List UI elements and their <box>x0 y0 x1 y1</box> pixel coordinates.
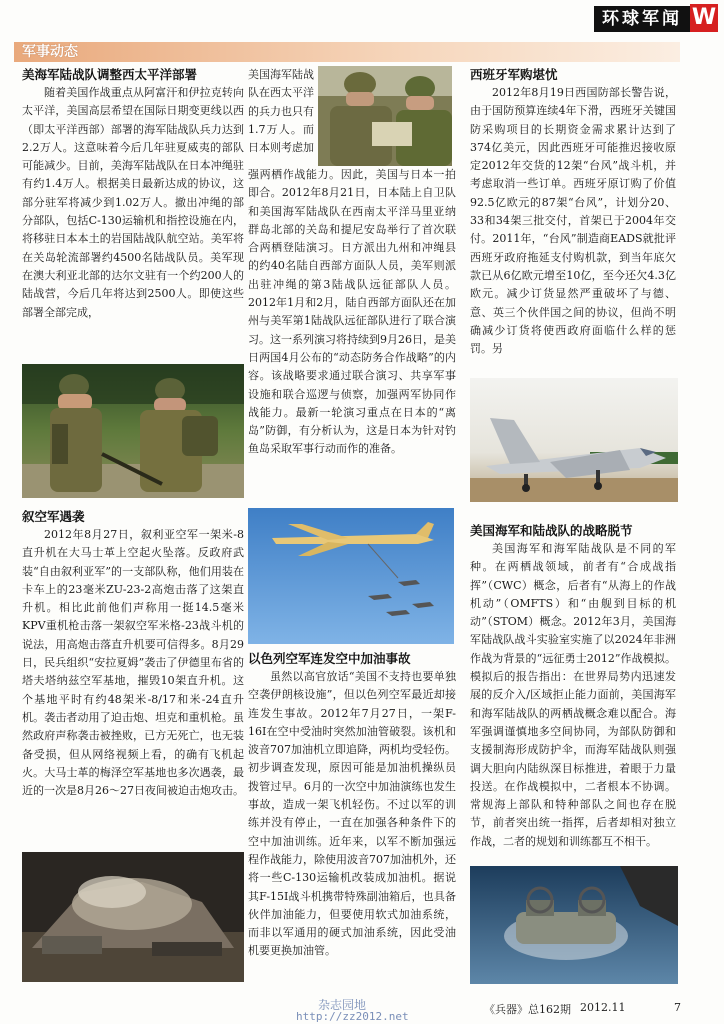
article-title: 美国海军和陆战队的战略脱节 <box>470 523 633 538</box>
article-marines-pacific <box>22 66 244 378</box>
article-marines-continued-a <box>248 66 314 166</box>
w-logo-icon: W <box>691 5 717 30</box>
article-body: 随着美国作战重点从阿富汗和伊拉克转向太平洋，美国高层希望在国际日期变更线以西（即太平洋西部）部署的海军陆战队兵力达到2.2万人。这意味着今后几年驻夏威夷的部队可能减少。目前，美海军陆战队在日本冲绳驻有约1.4万人。根据美日最新达成的协议，这部分驻军将减少到1.02万人。撤出冲绳的部分部队，包括C-130运输机和指控设施在内，将移驻日本本土的岩国陆战队航空站。美军将在关岛轮流部署约4500名陆战队员。美军现在澳大利亚北部的达尔文驻有一个约200人的陆战营，今后几年将达到2500人。即使这些部署全部完成， <box>22 86 244 319</box>
masthead-brand: 环球军闻 <box>594 6 690 32</box>
article-israel <box>248 650 456 990</box>
article-title: 以色列空军连发空中加油事故 <box>248 651 411 666</box>
section-bar <box>14 42 680 62</box>
marines-map-photo <box>318 66 452 166</box>
hovercraft-photo <box>470 866 678 984</box>
article-title: 西班牙军购堪忧 <box>470 67 558 82</box>
article-body: 2012年8月19日西国防部长警告说，由于国防预算连续4年下滑，西班牙关键国防采购项目的长期资金需求累计达到了374亿美元，因此西班牙可能推迟接收原定2012年交货的12架“台风”战斗机，并考虑取消一些订单。西班牙原订购了价值92.5亿欧元的87架“台风”，计划分20、33和34架三批交付，首架已于2004年交付。2011年，“台风”制造商EADS就批评西班牙政府拖延支付购机款，到当年底欠款已从6亿欧元增至10亿，至今还欠4.3亿欧元。减少订货显然严重破坏了与德、意、英三个伙伴国之间的协议，但尚不明确减少订货将使西政府面临什么样的惩罚。另 <box>470 86 676 356</box>
section-title: 军事动态 <box>22 44 78 60</box>
article-title: 美海军陆战队调整西太平洋部署 <box>22 67 198 82</box>
article-body-continued: 强两栖作战能力。因此，美国与日本一拍即合。2012年8月21日，日本陆上自卫队和美国海军陆战队在西南太平洋马里亚纳群岛北部的关岛和提尼安岛举行了首次联合两栖登陆演习。日方派出九州和冲绳县的约40名陆自西部方面队人员，美军则派出驻冲绳的第3陆战队远征部队人员。2012年1月和2月，陆自西部方面队还在加州与美军第1陆战队远征部队进行了联合演习。这一系列演习将持续到9月26日，是美日两国4月公布的“动态防务合作战略”的内容。该战略要求通过联合演习、共享军事设施和联合巡逻与侦察，加强两军协同作战能力。最新一轮演习重点在日本的“离岛”防御，有分析认为，这是日本为针对钓鱼岛采取军事行动而作的准备。 <box>248 168 456 456</box>
article-title: 叙空军遇袭 <box>22 509 85 524</box>
soldiers-map-image-icon <box>318 66 452 166</box>
air-refueling-photo <box>248 508 454 644</box>
refueling-aircraft-image-icon <box>248 508 454 644</box>
article-body: 美国海军和海军陆战队是不同的军种。在两栖战领域，前者有“合成战指挥”（CWC）概念，后者有“从海上的作战机动”（OMFTS）和“由舰到目标的机动”（STOM）概念。2012年3月，美国海军陆战队战斗实验室实施了以2024年非洲作战为背景的“远征勇士2012”作战模拟。模拟后的报告指出：在世界局势内迅速发展的反介入/区域拒止能力面前，美国海军和海军陆战队的两栖战概念难以配合。海军强调谨慎地多空间协同，为部队防御和支援制海形成防护伞，而海军陆战队则强调大胆向内陆纵深目标推进，着眼于力量投送。在作战模拟中，二者根本不协调。常规海上部队和特种部队之间也存在脱节，前者突出统一指挥，后者却相对独立作战，二者的规划和训练都互不相干。 <box>470 542 676 848</box>
article-us-strategy <box>470 522 676 862</box>
article-syria <box>22 508 244 850</box>
page-footer <box>0 996 724 1024</box>
footer-site-link[interactable]: http://zz2012.net <box>296 1010 409 1023</box>
landing-craft-image-icon <box>470 866 678 984</box>
page-number: 7 <box>674 1001 681 1014</box>
article-body: 2012年8月27日，叙利亚空军一架米-8直升机在大马士革上空起火坠落。反政府武装“自由叙利亚军”的一支部队称，他们用装在卡车上的23毫米ZU-23-2高炮击落了这架直升机。相比此前他们声称用一挺14.5毫米KPV重机枪击落一架叙空军米格-23战斗机的说法，用高炮击落直升机要可信得多。8月29日，民兵组织“安拉夏姆”袭击了伊德里布省的塔夫塔纳兹空军基地，摧毁10架直升机。这个基地平时有约48架米-8/17和米-24直升机。袭击者动用了迫击炮、坦克和重机枪。虽然政府声称袭击被挫败，已方无死亡，也无装备受损，但从网络视频上看，的确有飞机起火。大马士革的梅泽空军基地也多次遇袭，最近的一次是8月26～27日夜间被迫击炮攻击。 <box>22 528 244 798</box>
marines-jungle-photo <box>22 364 244 498</box>
explosion-image-icon <box>22 852 244 982</box>
footer-date: 2012.11 <box>580 1001 626 1014</box>
footer-issue: 《兵器》总162期 <box>484 1003 571 1016</box>
masthead <box>0 0 724 36</box>
footer-site-name: 杂志园地 <box>318 998 367 1012</box>
damaged-airbase-photo <box>22 852 244 982</box>
article-marines-continued-b <box>248 166 456 498</box>
article-body: 虽然以高官放话“美国不支持也要单独空袭伊朗核设施”，但以色列空军最近却接连发生事故。2012年7月27日，一架F-16I在空中受油时突然加油管破裂。该机和波音707加油机立即追降，两机均受轻伤。初步调查发现，原因可能是加油机操纵员拨管过早。6月的一次空中加油演练也发生事故，造成一架飞机轻伤。不过以军的训练并没有停止，一直在加强各种条件下的空中加油训练。近年来，以军不断加强远程作战能力，除使用波音707加油机外，还将一些C-130运输机改装成加油机。据说其F-15I战斗机携带特殊副油箱后，也具备伙伴加油能力，但要使用软式加油系统，而非以军通用的硬式加油系统，因此受油机要更换加油管。 <box>248 670 456 958</box>
typhoon-jet-photo <box>470 378 678 502</box>
soldiers-image-icon <box>22 364 244 498</box>
fighter-jet-image-icon <box>470 378 678 502</box>
article-body-continued: 美国海军陆战队在西太平洋的兵力也只有1.7万人。而日本则考虑加 <box>248 68 314 155</box>
